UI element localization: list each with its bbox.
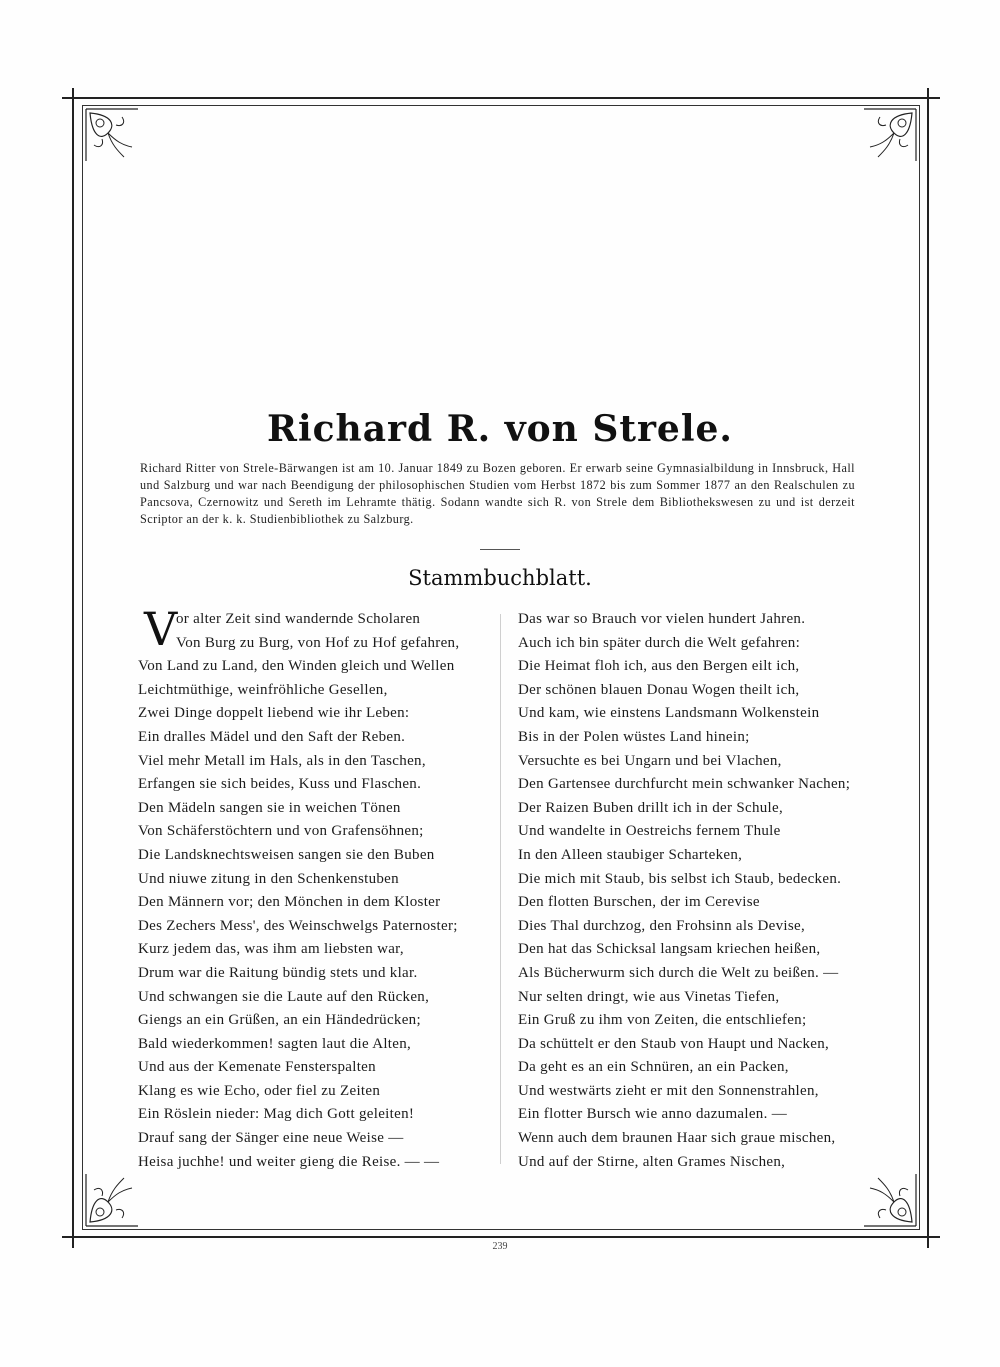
poem-line: Den Männern vor; den Mönchen in dem Kloster bbox=[138, 894, 441, 911]
corner-ornament-icon bbox=[860, 105, 920, 165]
poem-line: Den Gartensee durchfurcht mein schwanker Nachen; bbox=[518, 776, 851, 793]
column-gutter bbox=[500, 614, 501, 1164]
poem-line: Von Burg zu Burg, von Hof zu Hof gefahren, bbox=[176, 634, 460, 651]
poem-line: Erfangen sie sich beides, Kuss und Flaschen. bbox=[138, 776, 422, 793]
poem-line: Heisa juchhe! und weiter gieng die Reise. — — bbox=[138, 1153, 440, 1170]
drop-cap: V bbox=[144, 602, 178, 656]
poem-line: Ein Gruß zu ihm von Zeiten, die entschliefen; bbox=[518, 1012, 807, 1029]
poem-line: Und niuwe zitung in den Schenkenstuben bbox=[138, 870, 399, 887]
poem-line: Die Heimat floh ich, aus den Bergen eilt ich, bbox=[518, 658, 800, 675]
poem-line: Den Mädeln sangen sie in weichen Tönen bbox=[138, 799, 401, 816]
poem-line: Und schwangen sie die Laute auf den Rücken, bbox=[138, 988, 430, 1005]
poem-line: Drauf sang der Sänger eine neue Weise — bbox=[138, 1130, 404, 1147]
poem-line: In den Alleen staubiger Scharteken, bbox=[518, 846, 743, 863]
poem-title: Stammbuchblatt. bbox=[408, 566, 592, 590]
poem-line: Und kam, wie einstens Landsmann Wolkenstein bbox=[518, 705, 820, 722]
corner-ornament-icon bbox=[82, 105, 142, 165]
poem-line: Und wandelte in Oestreichs fernem Thule bbox=[518, 823, 781, 840]
left-rule bbox=[72, 88, 74, 1248]
poem-line: Zwei Dinge doppelt liebend wie ihr Leben: bbox=[138, 705, 410, 722]
poem-line: Ein dralles Mädel und den Saft der Reben. bbox=[138, 728, 406, 745]
poem-line: Und aus der Kemenate Fensterspalten bbox=[138, 1059, 376, 1076]
page-number: 239 bbox=[492, 1241, 508, 1252]
poem-line: Den flotten Burschen, der im Cerevise bbox=[518, 894, 760, 911]
corner-ornament-icon bbox=[82, 1170, 142, 1230]
poem-right-column bbox=[518, 608, 863, 1174]
poem-line: Als Bücherwurm sich durch die Welt zu beißen. — bbox=[518, 964, 839, 981]
poem-line: Die Landsknechtsweisen sangen sie den Buben bbox=[138, 846, 435, 863]
poem-line: Versuchte es bei Ungarn und bei Vlachen, bbox=[518, 752, 782, 769]
poem-left-column bbox=[138, 602, 483, 1174]
bottom-rule bbox=[62, 1236, 940, 1238]
poem-line: Klang es wie Echo, oder fiel zu Zeiten bbox=[138, 1082, 381, 1099]
poem-line: Auch ich bin später durch die Welt gefahren: bbox=[518, 634, 801, 651]
poem-line: Das war so Brauch vor vielen hundert Jahren. bbox=[518, 611, 806, 627]
poem-line: Dies Thal durchzog, den Frohsinn als Devise, bbox=[518, 917, 806, 934]
page-title: Richard R. von Strele. bbox=[267, 408, 733, 450]
poem-line: Viel mehr Metall im Hals, als in den Taschen, bbox=[138, 752, 426, 769]
poem-line: Der schönen blauen Donau Wogen theilt ich, bbox=[518, 681, 800, 698]
poem-line: Die mich mit Staub, bis selbst ich Staub, bedecken. bbox=[518, 870, 842, 887]
corner-ornament-icon bbox=[860, 1170, 920, 1230]
poem-line: Von Schäferstöchtern und von Grafensöhnen; bbox=[138, 823, 424, 840]
poem-line: Bis in der Polen wüstes Land hinein; bbox=[518, 728, 750, 745]
poem-line: Den hat das Schicksal langsam kriechen heißen, bbox=[518, 941, 821, 958]
poem-line: Nur selten dringt, wie aus Vinetas Tiefen, bbox=[518, 988, 780, 1005]
poem-line: Ein flotter Bursch wie anno dazumalen. — bbox=[518, 1106, 788, 1123]
poem-line: Giengs an ein Grüßen, an ein Händedrücken; bbox=[138, 1012, 421, 1029]
poem-line: Wenn auch dem braunen Haar sich graue mischen, bbox=[518, 1130, 836, 1147]
right-rule bbox=[927, 88, 929, 1248]
poem-line: Von Land zu Land, den Winden gleich und Wellen bbox=[138, 658, 455, 675]
poem-line: Drum war die Raitung bündig stets und klar. bbox=[138, 964, 418, 981]
poem-line: Und auf der Stirne, alten Grames Nischen, bbox=[518, 1153, 786, 1170]
poem-line: Bald wiederkommen! sagten laut die Alten, bbox=[138, 1035, 412, 1052]
poem-line: Und westwärts zieht er mit den Sonnenstrahlen, bbox=[518, 1082, 819, 1099]
poem-line: or alter Zeit sind wandernde Scholaren bbox=[176, 611, 421, 627]
poem-line: Des Zechers Mess', des Weinschwelgs Paternoster; bbox=[138, 917, 458, 934]
author-biography: Richard Ritter von Strele-Bärwangen ist am 10. Januar 1849 zu Bozen geboren. Er erwarb seine Gymnasialbildung in Innsbruck, Hall und Salzburg und war nach Beendigung der philosophischen Studien vom Herbst 1872 bis zum Sommer 1877 an den Realschulen zu Pancsova, Czernowitz und Sereth im Lehramte thätig. Sodann wandte sich R. von Strele dem Bibliothekswesen zu und ist derzeit Scriptor an der k. k. Studienbibliothek zu Salzburg. bbox=[140, 461, 855, 526]
poem-line: Leichtmüthige, weinfröhliche Gesellen, bbox=[138, 681, 388, 698]
top-rule bbox=[62, 97, 940, 99]
section-divider bbox=[480, 549, 520, 550]
poem-line: Ein Röslein nieder: Mag dich Gott geleiten! bbox=[138, 1106, 415, 1123]
poem-line: Kurz jedem das, was ihm am liebsten war, bbox=[138, 941, 404, 958]
poem-line: Der Raizen Buben drillt ich in der Schule, bbox=[518, 799, 784, 816]
poem-line: Da schüttelt er den Staub von Haupt und Nacken, bbox=[518, 1035, 830, 1052]
poem-line: Da geht es an ein Schnüren, an ein Packen, bbox=[518, 1059, 789, 1076]
